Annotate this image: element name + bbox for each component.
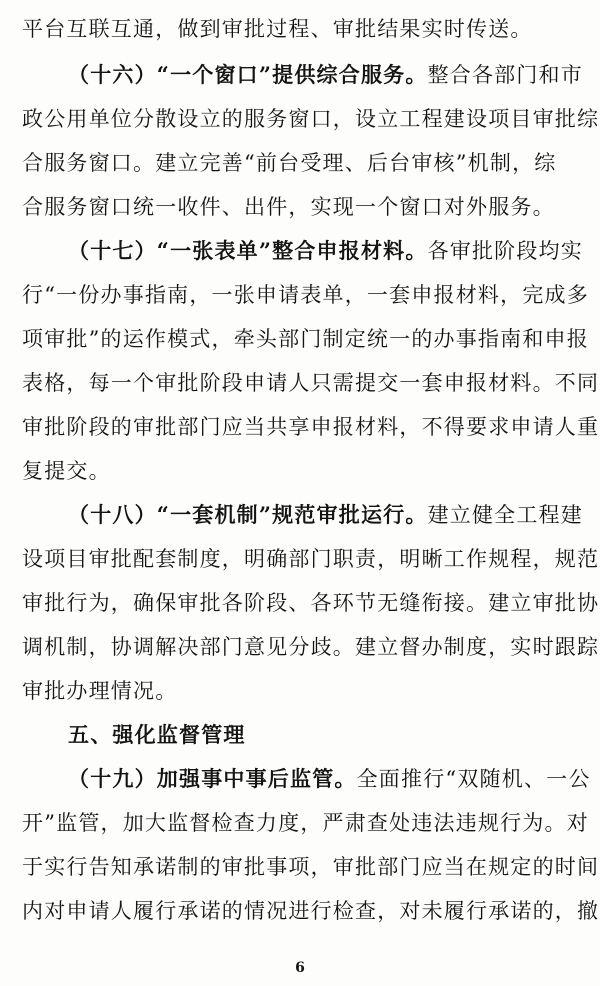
paragraph-19-line: 内对申请人履行承诺的情况进行检查，对未履行承诺的，撤 [22, 899, 600, 923]
paragraph-19-line: 开”监管，加大监督检查力度，严肃查处违法违规行为。对 [22, 811, 589, 835]
paragraph-19-lead: （十九）加强事中事后监管。 [68, 766, 357, 791]
paragraph-18-line: 调机制，协调解决部门意见分歧。建立督办制度，实时跟踪 [22, 635, 600, 659]
section-heading: 五、强化监督管理 [68, 723, 246, 747]
paragraph-17-line: 项审批”的运作模式，牵头部门制定统一的办事指南和申报 [22, 327, 589, 351]
paragraph-16-first-rest: 整合各部门和市 [427, 63, 583, 87]
paragraph-18-lead: （十八）“一套机制”规范审批运行。 [68, 502, 428, 527]
paragraph-16-lead: （十六）“一个窗口”提供综合服务。 [68, 62, 428, 87]
paragraph-17-line: 复提交。 [22, 459, 111, 483]
paragraph-19-line: 于实行告知承诺制的审批事项，审批部门应当在规定的时间 [22, 855, 600, 879]
paragraph-16-first-line [68, 60, 583, 90]
paragraph-17-line: 行“一份办事指南，一张申请表单，一套申报材料，完成多 [22, 283, 589, 307]
paragraph-18-line: 设项目审批配套制度，明确部门职责，明晰工作规程，规范 [22, 547, 600, 571]
paragraph-16-line: 合服务窗口统一收件、出件，实现一个窗口对外服务。 [22, 195, 555, 219]
paragraph-18-line: 审批行为，确保审批各阶段、各环节无缝衔接。建立审批协 [22, 591, 600, 615]
paragraph-17-first-rest: 各审批阶段均实 [427, 239, 583, 263]
paragraph-16-line: 政公用单位分散设立的服务窗口，设立工程建设项目审批综 [22, 107, 600, 131]
paragraph-17-line: 表格，每一个审批阶段申请人只需提交一套申报材料。不同 [22, 371, 600, 395]
paragraph-16-line: 合服务窗口。建立完善“前台受理、后台审核”机制，综 [22, 151, 557, 175]
paragraph-continuation-line: 平台互联互通，做到审批过程、审批结果实时传送。 [22, 17, 533, 41]
paragraph-18-first-line [68, 500, 583, 530]
paragraph-17-line: 审批阶段的审批部门应当共享申报材料，不得要求申请人重 [22, 415, 600, 439]
paragraph-19-first-line [68, 764, 591, 794]
paragraph-19-first-rest: 全面推行“双随机、一公 [356, 767, 591, 791]
paragraph-17-first-line [68, 236, 583, 266]
paragraph-18-line: 审批办理情况。 [22, 679, 178, 703]
paragraph-18-first-rest: 建立健全工程建 [427, 503, 583, 527]
paragraph-17-lead: （十七）“一张表单”整合申报材料。 [68, 238, 428, 263]
page-number: 6 [295, 960, 305, 976]
